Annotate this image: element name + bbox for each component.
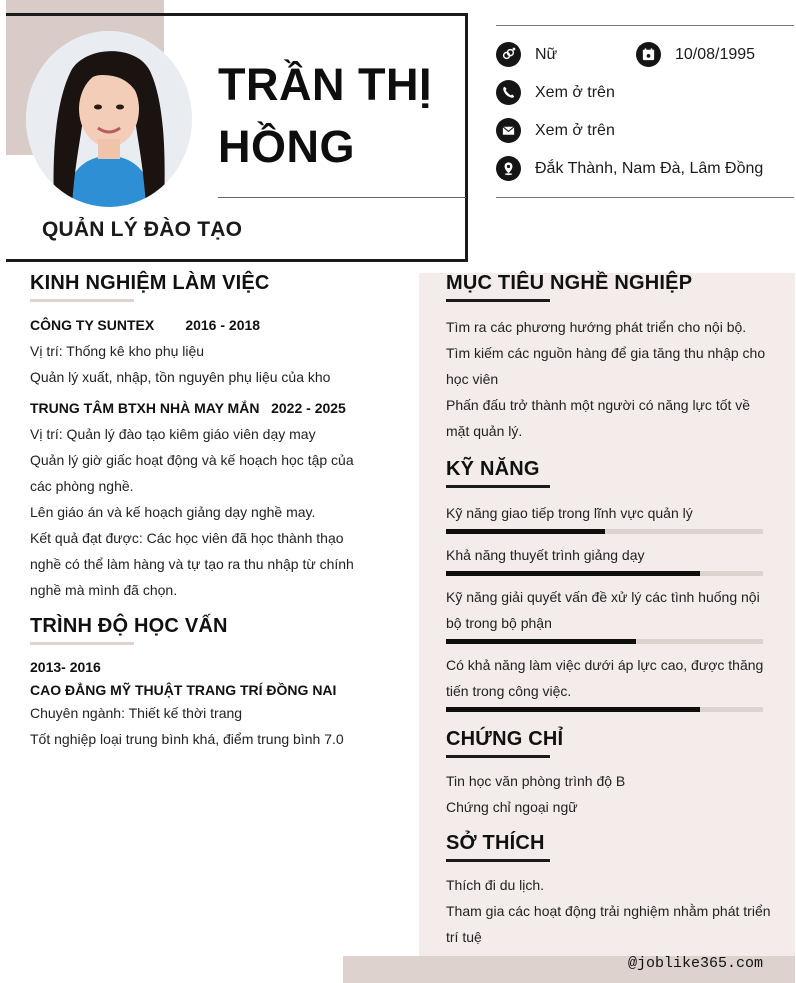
skill-bar (446, 639, 763, 644)
email-value: Xem ở trên (535, 122, 615, 139)
skill-label: Khả năng thuyết trình giảng dạy (446, 547, 645, 563)
name-line-2: HỒNG (218, 121, 355, 172)
skill-item (446, 584, 776, 644)
hobby-line-2: Tham gia các hoạt động trải nghiệm nhằm phát triển trí tuệ (446, 903, 771, 945)
certificates-underline (446, 755, 550, 758)
birthday-value: 10/08/1995 (675, 46, 756, 63)
address-value: Đắk Thành, Nam Đà, Lâm Đồng (535, 160, 764, 177)
skill-bar (446, 571, 763, 576)
name-divider (218, 197, 466, 198)
contact-divider-top (496, 25, 794, 26)
education-major: Chuyên ngành: Thiết kế thời trang (30, 705, 243, 721)
education-years: 2013- 2016 (30, 659, 101, 675)
hobby-line-1: Thích đi du lịch. (446, 877, 545, 893)
certificate-line-2: Chứng chỉ ngoại ngữ (446, 799, 578, 815)
location-icon (496, 156, 521, 181)
objective-title: MỤC TIÊU NGHỀ NGHIỆP (446, 272, 693, 294)
skill-item (446, 500, 776, 534)
certificate-line-1: Tin học văn phòng trình độ B (446, 773, 626, 789)
objective-line-1: Tìm ra các phương hướng phát triển cho nội bộ. (446, 319, 747, 335)
education-school: CAO ĐẲNG MỸ THUẬT TRANG TRÍ ĐỒNG NAI (30, 682, 337, 698)
skill-bar-fill (446, 571, 700, 576)
contact-divider-bottom (496, 197, 794, 198)
skill-item (446, 652, 776, 712)
skills-underline (446, 485, 550, 488)
skill-bar (446, 529, 763, 534)
right-column (446, 272, 776, 950)
skill-label: Kỹ năng giải quyết vấn đề xử lý các tình huống nội bộ trong bộ phận (446, 589, 760, 631)
skill-bar (446, 707, 763, 712)
skill-label: Kỹ năng giao tiếp trong lĩnh vực quản lý (446, 505, 693, 521)
job-1-line-1: Vị trí: Thống kê kho phụ liệu (30, 343, 205, 359)
full-name (218, 54, 432, 178)
name-line-1: TRẦN THỊ (218, 59, 432, 110)
watermark: @joblike365.com (628, 955, 764, 972)
email-icon (496, 118, 521, 143)
gender-icon (496, 42, 521, 67)
objective-underline (446, 299, 550, 302)
certificates-title: CHỨNG CHỈ (446, 728, 564, 750)
job-1-line-2: Quản lý xuất, nhập, tồn nguyên phụ liệu của kho (30, 369, 331, 385)
job-2-line-4: Kết quả đạt được: Các học viên đã học thành thạo nghề có thể làm hàng và tự tạo ra thu nhập từ chính nghề mà mình đã chọn. (30, 530, 354, 598)
skill-item (446, 542, 776, 576)
job-2-line-2: Quản lý giờ giấc hoạt động và kế hoạch học tập của các phòng nghề. (30, 452, 354, 494)
gender-value: Nữ (535, 46, 558, 63)
job-2-line-3: Lên giáo án và kế hoạch giảng dạy nghề may. (30, 504, 316, 520)
education-underline (30, 642, 134, 645)
portrait-photo (26, 31, 192, 207)
objective-line-2: Tìm kiếm các nguồn hàng để gia tăng thu nhập cho học viên (446, 345, 766, 387)
hobbies-underline (446, 859, 550, 862)
job-2-heading: TRUNG TÂM BTXH NHÀ MAY MẮN 2022 - 2025 (30, 400, 346, 416)
skill-bar-fill (446, 639, 636, 644)
avatar (26, 31, 192, 207)
education-result: Tốt nghiệp loại trung bình khá, điểm trung bình 7.0 (30, 731, 344, 747)
experience-title: KINH NGHIỆM LÀM VIỆC (30, 272, 270, 294)
education-title: TRÌNH ĐỘ HỌC VẤN (30, 615, 228, 637)
objective-line-3: Phấn đấu trở thành một người có năng lực tốt về mặt quản lý. (446, 397, 751, 439)
hobbies-title: SỞ THÍCH (446, 832, 545, 854)
calendar-icon (636, 42, 661, 67)
job-title: QUẢN LÝ ĐÀO TẠO (42, 218, 243, 241)
phone-value: Xem ở trên (535, 84, 615, 101)
skill-bar-fill (446, 529, 605, 534)
job-1-heading: CÔNG TY SUNTEX 2016 - 2018 (30, 317, 261, 333)
left-column (30, 272, 370, 752)
skill-label: Có khả năng làm việc dưới áp lực cao, được thăng tiến trong công việc. (446, 657, 764, 699)
phone-icon (496, 80, 521, 105)
skill-bar-fill (446, 707, 700, 712)
experience-underline (30, 299, 134, 302)
job-2-line-1: Vị trí: Quản lý đào tạo kiêm giáo viên dạy may (30, 426, 316, 442)
skills-title: KỸ NĂNG (446, 458, 540, 480)
